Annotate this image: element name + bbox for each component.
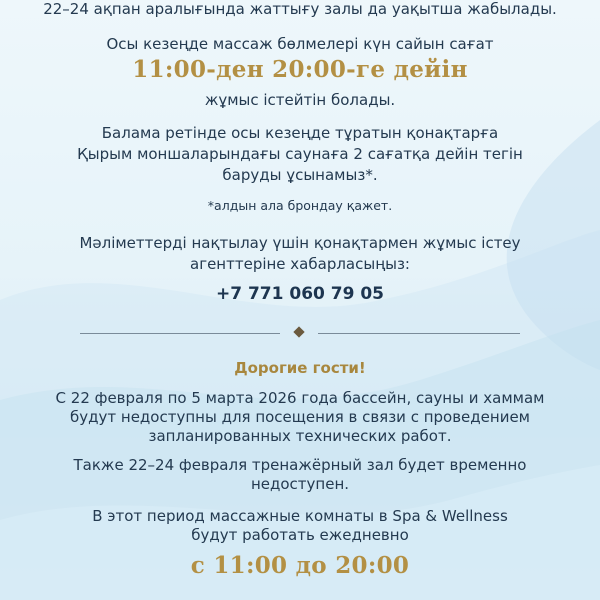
kk-hours: 11:00-ден 20:00-ге дейін [132, 56, 468, 83]
kk-alt-3: баруды ұсынамыз*. [222, 166, 378, 184]
kk-line-3: жұмыс істейтін болады. [204, 91, 396, 109]
ru-p3-line-1: В этот период массажные комнаты в Spa & Wellness [92, 507, 508, 525]
ru-p1-line-3: запланированных технических работ. [148, 427, 452, 445]
kk-alt-2: Қырым моншаларындағы саунаға 2 сағатқа дейін тегін [77, 145, 523, 163]
kk-line-2: Осы кезеңде массаж бөлмелері күн сайын сағат [106, 35, 494, 53]
divider-diamond-icon [293, 326, 304, 337]
kk-note: *алдын ала брондау қажет. [207, 198, 393, 213]
kk-line-1: 22–24 ақпан аралығында жаттығу залы да уақытша жабылады. [43, 0, 557, 18]
kk-contact-2: агенттеріне хабарласыңыз: [190, 255, 410, 273]
ru-p1-line-1: С 22 февраля по 5 марта 2026 года бассейн, сауны и хаммам [55, 389, 545, 407]
kk-contact-1: Мәліметтерді нақтылау үшін қонақтармен жұмыс істеу [79, 234, 521, 252]
ru-hours: с 11:00 до 20:00 [190, 552, 410, 579]
phone-number[interactable]: +7 771 060 79 05 [215, 284, 385, 304]
ru-p2-line-2: недоступен. [250, 475, 350, 493]
ru-p2-line-1: Также 22–24 февраля тренажёрный зал будет временно [73, 456, 527, 474]
ru-p3-line-2: будут работать ежедневно [191, 526, 409, 544]
kk-alt-1: Балама ретінде осы кезеңде тұратын қонақтарға [101, 124, 499, 142]
divider-left [80, 333, 280, 334]
ru-p1-line-2: будут недоступны для посещения в связи с проведением [70, 408, 530, 426]
divider-right [318, 333, 520, 334]
ru-heading: Дорогие гости! [234, 359, 366, 377]
